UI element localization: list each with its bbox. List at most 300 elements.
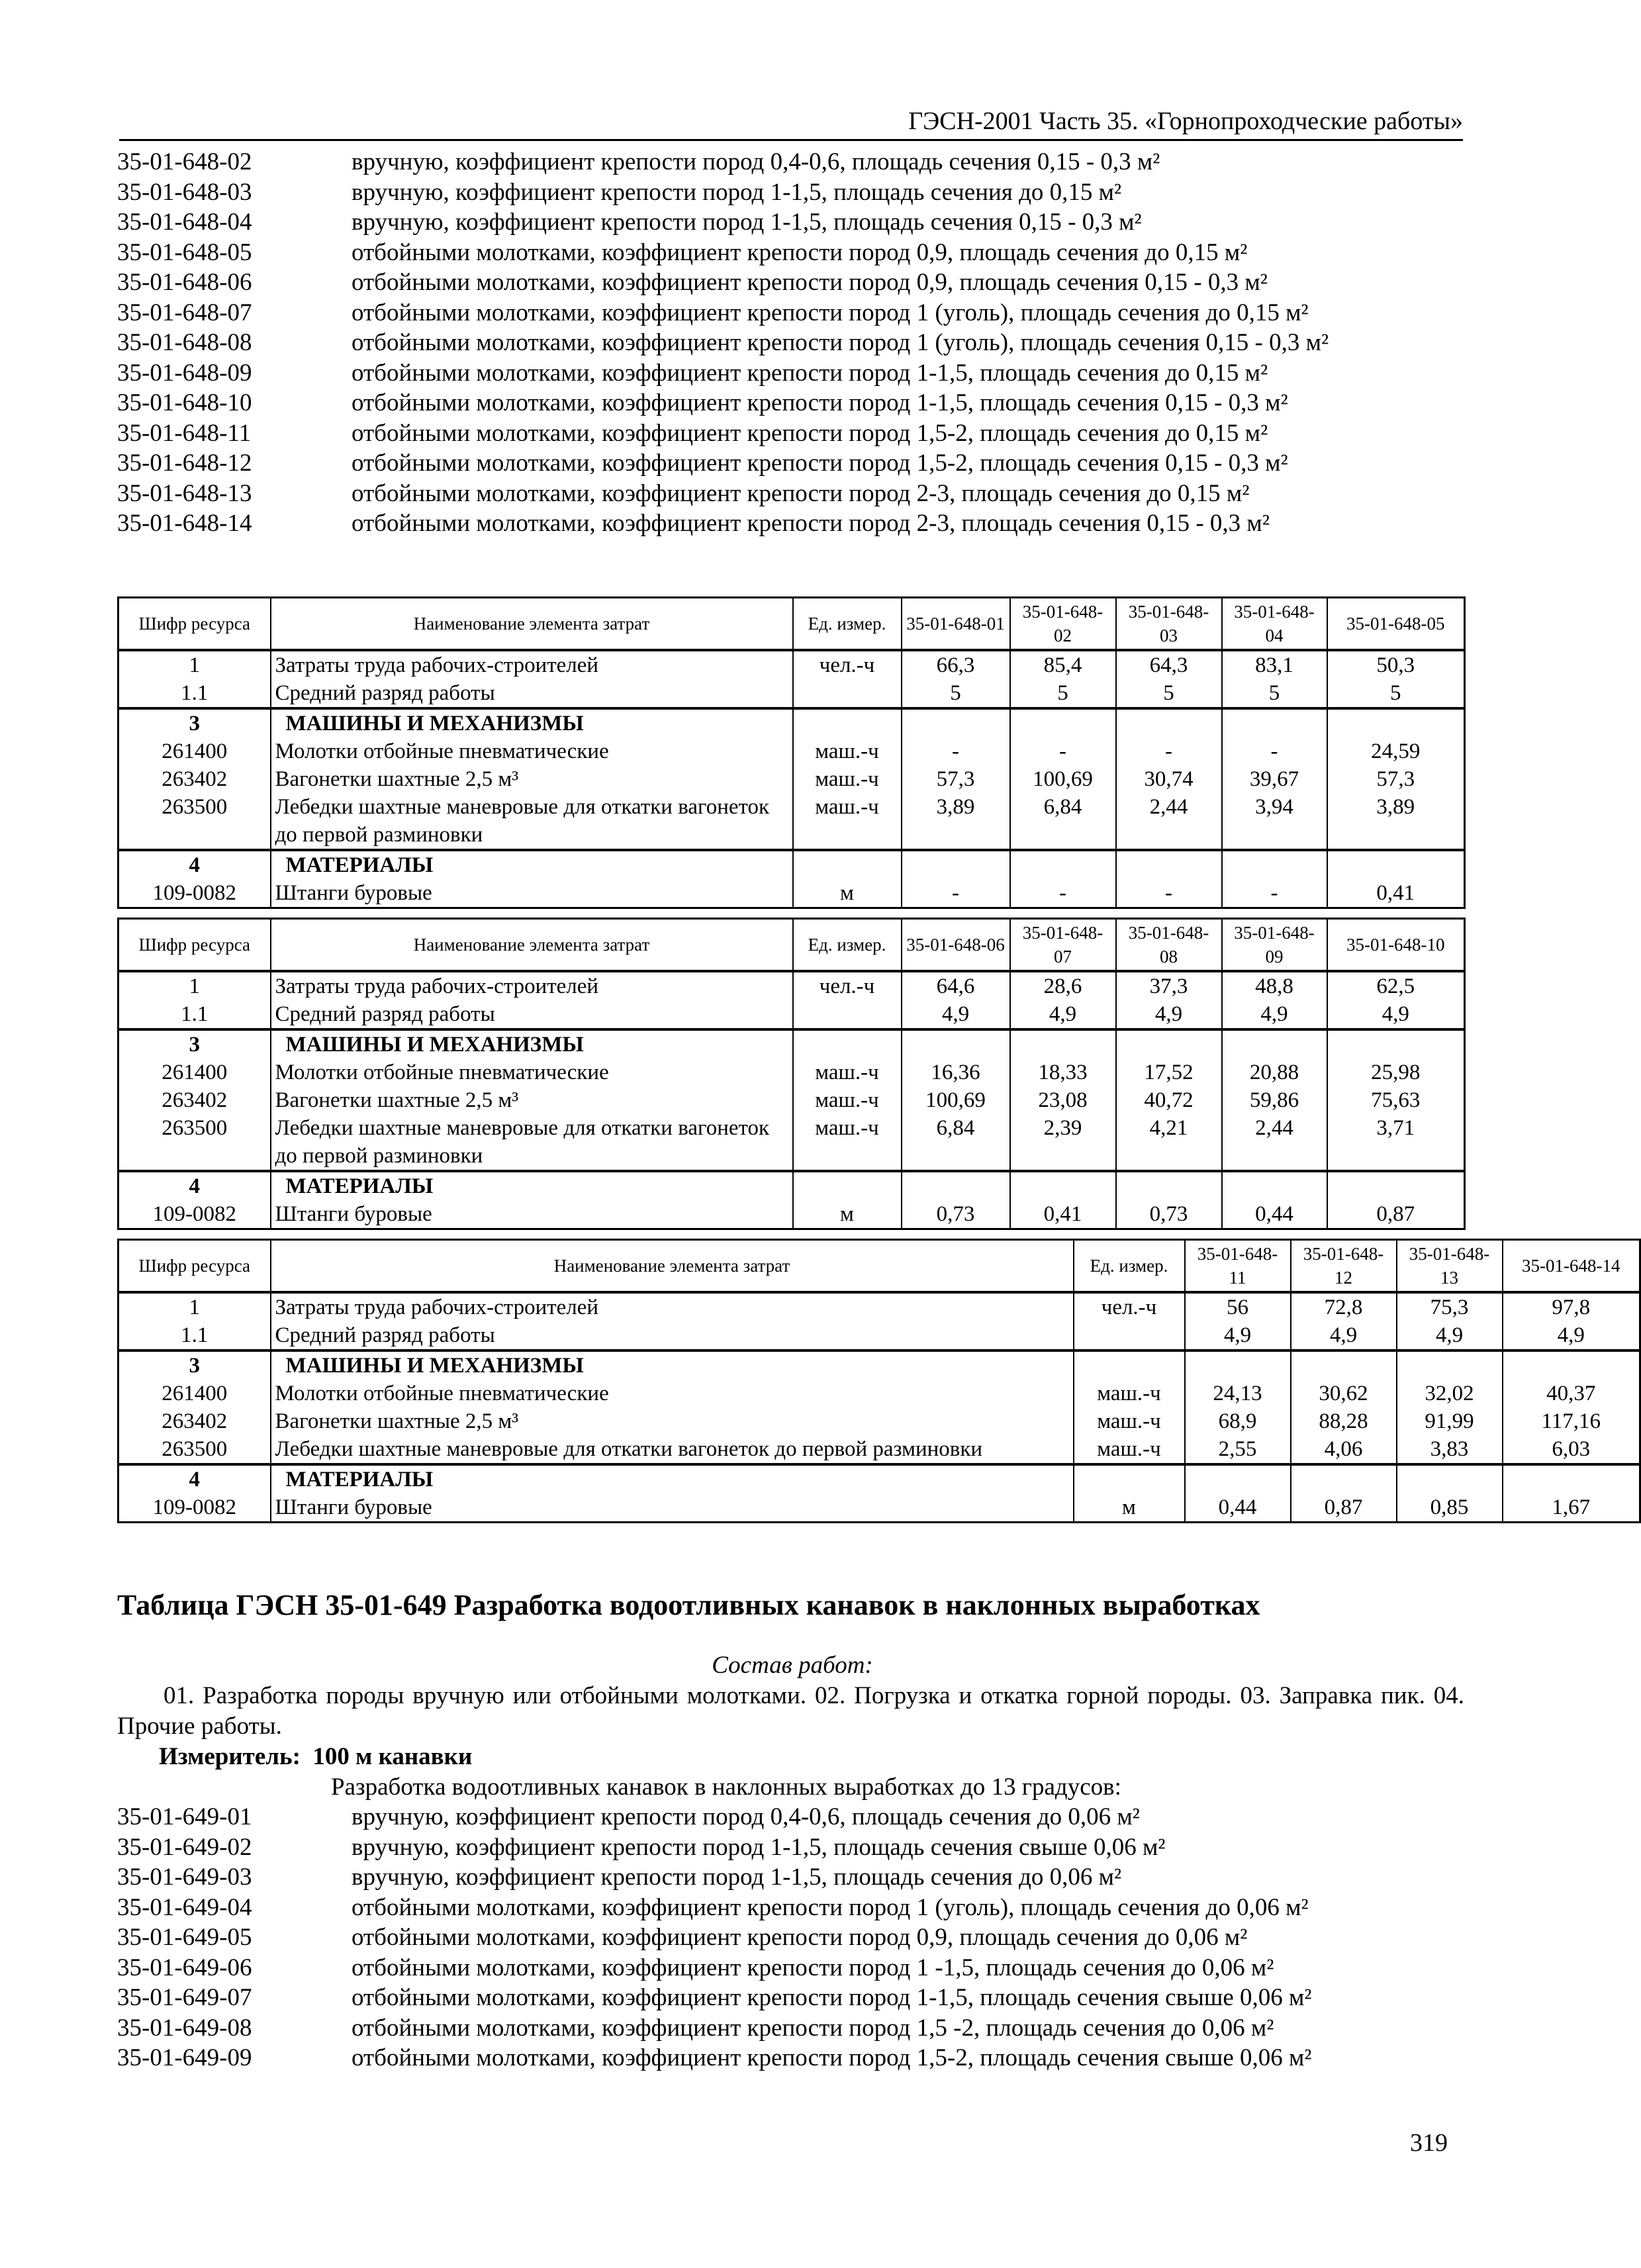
resource-code: 263500: [118, 1435, 271, 1464]
header-name: Наименование элемента затрат: [271, 919, 793, 972]
header-norm-code: 35-01-648-13: [1397, 1240, 1503, 1293]
item-description: вручную, коэффициент крепости пород 1-1,5, площадь сечения до 0,15 м²: [352, 178, 1122, 206]
norm-value: [902, 850, 1010, 879]
item-description: вручную, коэффициент крепости пород 1-1,5, площадь сечения свыше 0,06 м²: [352, 1833, 1166, 1861]
norm-value: 0,87: [1291, 1493, 1397, 1523]
resource-code: 1.1: [118, 1000, 271, 1029]
resource-code: 3: [118, 1029, 271, 1059]
header-name: Наименование элемента затрат: [271, 1240, 1074, 1293]
table-row: [118, 765, 1465, 793]
norm-value: 23,08: [1010, 1086, 1116, 1114]
resource-table-1: [117, 596, 1466, 909]
resource-name: Вагонетки шахтные 2,5 м³: [271, 1407, 1074, 1435]
norm-value: 100,69: [1010, 765, 1116, 793]
norm-value: 56: [1185, 1292, 1291, 1321]
resource-code: 4: [118, 850, 271, 879]
item-description: отбойными молотками, коэффициент крепости пород 1,5-2, площадь сечения до 0,15 м²: [352, 419, 1268, 447]
norm-value: -: [1222, 879, 1327, 908]
table-row: [118, 1114, 1465, 1171]
item-code: 35-01-648-03: [117, 178, 252, 206]
norm-value: 88,28: [1291, 1407, 1397, 1435]
list-item: [117, 1862, 1471, 1893]
item-description: вручную, коэффициент крепости пород 1-1,5, площадь сечения до 0,06 м²: [352, 1864, 1122, 1891]
resource-name: Вагонетки шахтные 2,5 м³: [271, 765, 793, 793]
norm-value: 0,41: [1327, 879, 1465, 908]
resource-unit: маш.-ч: [1074, 1435, 1185, 1464]
list-item: [117, 508, 1471, 539]
item-description: отбойными молотками, коэффициент крепости пород 1 -1,5, площадь сечения до 0,06 м²: [352, 1954, 1274, 1981]
norm-value: 2,55: [1185, 1435, 1291, 1464]
item-code: 35-01-649-08: [117, 2014, 252, 2042]
item-code: 35-01-649-02: [117, 1833, 252, 1861]
item-code: 35-01-649-01: [117, 1803, 252, 1830]
norm-value: [1116, 1171, 1222, 1200]
resource-unit: [793, 1000, 902, 1029]
resource-unit: маш.-ч: [793, 1059, 902, 1086]
list-item: [117, 1983, 1471, 2013]
norm-value: 4,9: [1503, 1321, 1640, 1350]
norm-value: [1327, 1171, 1465, 1200]
item-description: отбойными молотками, коэффициент крепости пород 1 (уголь), площадь сечения до 0,06 м²: [352, 1893, 1309, 1921]
header-norm-code: 35-01-648-09: [1222, 919, 1327, 972]
resource-name: Молотки отбойные пневматические: [271, 1059, 793, 1086]
norm-value: 4,9: [1222, 1000, 1327, 1029]
item-code: 35-01-649-03: [117, 1864, 252, 1891]
norm-value: 17,52: [1116, 1059, 1222, 1086]
list-item: [117, 2043, 1471, 2073]
list-item: [117, 418, 1471, 449]
table-row: [118, 850, 1465, 879]
resource-unit: маш.-ч: [793, 1086, 902, 1114]
resource-name: Средний разряд работы: [271, 1000, 793, 1029]
list-item: [117, 1953, 1471, 1983]
resource-code: 4: [118, 1464, 271, 1493]
resource-unit: м: [793, 1200, 902, 1229]
list-item: [117, 2013, 1471, 2044]
norm-value: [1185, 1464, 1291, 1493]
norm-value: 0,87: [1327, 1200, 1465, 1229]
table-row: [118, 708, 1465, 737]
header-unit: Ед. измер.: [793, 919, 902, 972]
norm-value: 28,6: [1010, 971, 1116, 1000]
norm-value: 4,9: [1116, 1000, 1222, 1029]
resource-code: 263402: [118, 765, 271, 793]
resource-unit: [1074, 1350, 1185, 1380]
norm-value: 24,59: [1327, 737, 1465, 765]
norm-value: 100,69: [902, 1086, 1010, 1114]
table-row: [118, 1171, 1465, 1200]
list-item: [117, 207, 1471, 238]
resource-name: МАШИНЫ И МЕХАНИЗМЫ: [271, 708, 793, 737]
norm-value: 0,73: [902, 1200, 1010, 1229]
norm-value: [902, 1171, 1010, 1200]
norm-value: 75,3: [1397, 1292, 1503, 1321]
norm-value: [1185, 1350, 1291, 1380]
measure-label: Измеритель:: [159, 1743, 301, 1770]
norm-value: 32,02: [1397, 1380, 1503, 1407]
item-code: 35-01-648-05: [117, 238, 252, 266]
composition-text: 01. Разработка породы вручную или отбойными молотками. 02. Погрузка и откатка горной породы. 03. Заправка пик. 04. Прочие работы.: [117, 1682, 1464, 1740]
table-row: [118, 679, 1465, 708]
norm-value: 25,98: [1327, 1059, 1465, 1086]
table-header-row: [118, 919, 1465, 972]
list-item: [117, 1802, 1471, 1832]
resource-unit: чел.-ч: [1074, 1292, 1185, 1321]
resource-name: Затраты труда рабочих-строителей: [271, 1292, 1074, 1321]
header-norm-code: 35-01-648-14: [1503, 1240, 1640, 1293]
norm-value: 64,3: [1116, 650, 1222, 679]
section-title: Таблица ГЭСН 35-01-649 Разработка водоотливных канавок в наклонных выработках: [117, 1589, 1260, 1621]
resource-code: 3: [118, 1350, 271, 1380]
norm-value: [1010, 1029, 1116, 1059]
resource-name: МАШИНЫ И МЕХАНИЗМЫ: [271, 1029, 793, 1059]
subtitle-649: Разработка водоотливных канавок в наклонных выработках до 13 градусов:: [331, 1773, 1121, 1801]
list-item: [117, 238, 1471, 268]
header-code: Шифр ресурса: [118, 919, 271, 972]
item-code: 35-01-648-06: [117, 269, 252, 296]
norm-value: -: [1010, 737, 1116, 765]
item-code: 35-01-648-14: [117, 510, 252, 537]
item-code: 35-01-648-12: [117, 449, 252, 477]
norm-value: 4,9: [1010, 1000, 1116, 1029]
item-code: 35-01-648-11: [117, 419, 252, 447]
norm-value: 85,4: [1010, 650, 1116, 679]
list-item: [117, 298, 1471, 328]
norm-value: 1,67: [1503, 1493, 1640, 1523]
resource-unit: [1074, 1321, 1185, 1350]
norm-value: [1222, 708, 1327, 737]
table-row: [118, 1464, 1640, 1493]
item-description: вручную, коэффициент крепости пород 0,4-0,6, площадь сечения до 0,06 м²: [352, 1803, 1140, 1830]
resource-name: Штанги буровые: [271, 879, 793, 908]
norm-value: [1291, 1350, 1397, 1380]
item-description: отбойными молотками, коэффициент крепости пород 0,9, площадь сечения до 0,15 м²: [352, 238, 1248, 266]
norm-value: 3,94: [1222, 793, 1327, 850]
norm-value: 30,74: [1116, 765, 1222, 793]
norm-value: 117,16: [1503, 1407, 1640, 1435]
resource-unit: маш.-ч: [793, 793, 902, 850]
composition-title: Состав работ:: [712, 1652, 873, 1679]
resource-code: 1: [118, 971, 271, 1000]
item-description: отбойными молотками, коэффициент крепости пород 2-3, площадь сечения до 0,15 м²: [352, 479, 1250, 507]
resource-code: 263402: [118, 1086, 271, 1114]
resource-name: Молотки отбойные пневматические: [271, 737, 793, 765]
norm-value: -: [1116, 879, 1222, 908]
resource-unit: м: [1074, 1493, 1185, 1523]
table-row: [118, 1029, 1465, 1059]
header-norm-code: 35-01-648-12: [1291, 1240, 1397, 1293]
norm-value: 5: [1222, 679, 1327, 708]
item-description: отбойными молотками, коэффициент крепости пород 0,9, площадь сечения 0,15 - 0,3 м²: [352, 269, 1268, 296]
norm-value: 83,1: [1222, 650, 1327, 679]
list-item: [117, 479, 1471, 509]
norm-value: 6,84: [902, 1114, 1010, 1171]
norm-value: -: [1116, 737, 1222, 765]
norm-value: 97,8: [1503, 1292, 1640, 1321]
list-item: [117, 388, 1471, 418]
table-row: [118, 1350, 1640, 1380]
norm-value: 0,44: [1185, 1493, 1291, 1523]
norm-value: 40,37: [1503, 1380, 1640, 1407]
list-item: [117, 147, 1471, 177]
list-item: [117, 1922, 1471, 1953]
item-code: 35-01-648-10: [117, 389, 252, 416]
table-row: [118, 1000, 1465, 1029]
norm-value: 68,9: [1185, 1407, 1291, 1435]
norm-value: 57,3: [902, 765, 1010, 793]
resource-unit: маш.-ч: [793, 737, 902, 765]
norm-value: 3,89: [902, 793, 1010, 850]
norm-value: 18,33: [1010, 1059, 1116, 1086]
header-code: Шифр ресурса: [118, 598, 271, 651]
resource-code: 1.1: [118, 679, 271, 708]
resource-code: 261400: [118, 1059, 271, 1086]
norm-value: [1222, 850, 1327, 879]
norm-value: 0,41: [1010, 1200, 1116, 1229]
resource-unit: маш.-ч: [1074, 1407, 1185, 1435]
resource-name: МАТЕРИАЛЫ: [271, 1171, 793, 1200]
table-header-row: [118, 1240, 1640, 1293]
resource-code: 3: [118, 708, 271, 737]
header-norm-code: 35-01-648-05: [1327, 598, 1465, 651]
norm-value: [1397, 1350, 1503, 1380]
item-description: вручную, коэффициент крепости пород 1-1,5, площадь сечения 0,15 - 0,3 м²: [352, 209, 1142, 236]
table-row: [118, 793, 1465, 850]
resource-code: 1.1: [118, 1321, 271, 1350]
norm-value: [1327, 1029, 1465, 1059]
norm-value: 64,6: [902, 971, 1010, 1000]
resource-unit: м: [793, 879, 902, 908]
header-code: Шифр ресурса: [118, 1240, 271, 1293]
resource-code: 4: [118, 1171, 271, 1200]
norm-value: 5: [1327, 679, 1465, 708]
header-norm-code: 35-01-648-10: [1327, 919, 1465, 972]
table-row: [118, 1200, 1465, 1229]
norm-value: 4,21: [1116, 1114, 1222, 1171]
resource-code: 1: [118, 650, 271, 679]
norm-value: [1291, 1464, 1397, 1493]
resource-name: МАТЕРИАЛЫ: [271, 850, 793, 879]
item-description: отбойными молотками, коэффициент крепости пород 1,5-2, площадь сечения свыше 0,06 м²: [352, 2044, 1312, 2071]
table-row: [118, 737, 1465, 765]
resource-table-2: [117, 918, 1466, 1230]
norm-value: 2,44: [1116, 793, 1222, 850]
resource-code: 263500: [118, 793, 271, 850]
norm-value: 5: [902, 679, 1010, 708]
norm-value: -: [1222, 737, 1327, 765]
header-name: Наименование элемента затрат: [271, 598, 793, 651]
page-number: 319: [1410, 2129, 1448, 2157]
header-norm-code: 35-01-648-02: [1010, 598, 1116, 651]
table-row: [118, 879, 1465, 908]
norm-value: 91,99: [1397, 1407, 1503, 1435]
norm-value: 16,36: [902, 1059, 1010, 1086]
resource-unit: [793, 708, 902, 737]
resource-name: Молотки отбойные пневматические: [271, 1380, 1074, 1407]
list-item: [117, 448, 1471, 479]
norm-value: [1010, 1171, 1116, 1200]
norm-value: 50,3: [1327, 650, 1465, 679]
table-row: [118, 1292, 1640, 1321]
norm-value: 75,63: [1327, 1086, 1465, 1114]
item-code: 35-01-648-13: [117, 479, 252, 507]
list-item: [117, 1893, 1471, 1923]
header-norm-code: 35-01-648-07: [1010, 919, 1116, 972]
resource-code: 109-0082: [118, 879, 271, 908]
resource-unit: [793, 1029, 902, 1059]
table-row: [118, 1435, 1640, 1464]
norm-value: [1010, 708, 1116, 737]
resource-code: 261400: [118, 737, 271, 765]
item-description: отбойными молотками, коэффициент крепости пород 1-1,5, площадь сечения свыше 0,06 м²: [352, 1984, 1312, 2011]
table-row: [118, 1407, 1640, 1435]
resource-name: МАТЕРИАЛЫ: [271, 1464, 1074, 1493]
norm-value: 24,13: [1185, 1380, 1291, 1407]
measure-value: 100 м канавки: [312, 1743, 473, 1770]
norm-value: 30,62: [1291, 1380, 1397, 1407]
list-648: [117, 147, 1471, 539]
resource-unit: чел.-ч: [793, 971, 902, 1000]
table-row: [118, 1321, 1640, 1350]
list-item: [117, 267, 1471, 298]
norm-value: 4,9: [1291, 1321, 1397, 1350]
resource-code: 263500: [118, 1114, 271, 1171]
table-row: [118, 1059, 1465, 1086]
norm-value: 3,83: [1397, 1435, 1503, 1464]
item-code: 35-01-649-07: [117, 1984, 252, 2011]
norm-value: [1010, 850, 1116, 879]
resource-name: Затраты труда рабочих-строителей: [271, 971, 793, 1000]
header-norm-code: 35-01-648-01: [902, 598, 1010, 651]
resource-name: Лебедки шахтные маневровые для откатки вагонеток до первой разминовки: [271, 1435, 1074, 1464]
resource-table-3: [117, 1239, 1641, 1523]
norm-value: 6,84: [1010, 793, 1116, 850]
resource-name: Штанги буровые: [271, 1493, 1074, 1523]
header-unit: Ед. измер.: [1074, 1240, 1185, 1293]
resource-code: 109-0082: [118, 1493, 271, 1523]
norm-value: [1397, 1464, 1503, 1493]
norm-value: [1327, 708, 1465, 737]
item-description: отбойными молотками, коэффициент крепости пород 1-1,5, площадь сечения 0,15 - 0,3 м²: [352, 389, 1288, 416]
norm-value: 2,44: [1222, 1114, 1327, 1171]
resource-unit: [1074, 1464, 1185, 1493]
resource-name: Вагонетки шахтные 2,5 м³: [271, 1086, 793, 1114]
norm-value: 4,9: [1327, 1000, 1465, 1029]
norm-value: [1116, 1029, 1222, 1059]
item-code: 35-01-648-09: [117, 359, 252, 387]
norm-value: 0,85: [1397, 1493, 1503, 1523]
header-norm-code: 35-01-648-11: [1185, 1240, 1291, 1293]
running-header: ГЭСН-2001 Часть 35. «Горнопроходческие работы»: [119, 106, 1463, 141]
norm-value: [902, 708, 1010, 737]
table-row: [118, 1086, 1465, 1114]
item-description: отбойными молотками, коэффициент крепости пород 1,5-2, площадь сечения 0,15 - 0,3 м²: [352, 449, 1288, 477]
resource-name: Штанги буровые: [271, 1200, 793, 1229]
list-item: [117, 328, 1471, 358]
resource-unit: [793, 1171, 902, 1200]
item-code: 35-01-649-05: [117, 1924, 252, 1951]
norm-value: [902, 1029, 1010, 1059]
norm-value: 20,88: [1222, 1059, 1327, 1086]
norm-value: [1327, 850, 1465, 879]
header-unit: Ед. измер.: [793, 598, 902, 651]
norm-value: [1222, 1029, 1327, 1059]
norm-value: 4,9: [902, 1000, 1010, 1029]
resource-name: Средний разряд работы: [271, 1321, 1074, 1350]
norm-value: [1116, 708, 1222, 737]
item-description: отбойными молотками, коэффициент крепости пород 1 (уголь), площадь сечения до 0,15 м²: [352, 299, 1309, 326]
measure: [159, 1742, 472, 1772]
norm-value: 4,9: [1397, 1321, 1503, 1350]
norm-value: -: [902, 879, 1010, 908]
resource-unit: маш.-ч: [793, 1114, 902, 1171]
norm-value: 0,73: [1116, 1200, 1222, 1229]
list-649: [117, 1802, 1471, 2073]
header-norm-code: 35-01-648-08: [1116, 919, 1222, 972]
norm-value: 0,44: [1222, 1200, 1327, 1229]
table-row: [118, 650, 1465, 679]
table-row: [118, 1493, 1640, 1523]
norm-value: 72,8: [1291, 1292, 1397, 1321]
resource-name: Средний разряд работы: [271, 679, 793, 708]
header-norm-code: 35-01-648-06: [902, 919, 1010, 972]
norm-value: [1503, 1350, 1640, 1380]
item-description: отбойными молотками, коэффициент крепости пород 1,5 -2, площадь сечения до 0,06 м²: [352, 2014, 1274, 2042]
norm-value: 5: [1010, 679, 1116, 708]
norm-value: [1116, 850, 1222, 879]
item-description: отбойными молотками, коэффициент крепости пород 1 (уголь), площадь сечения 0,15 - 0,3 м²: [352, 329, 1329, 356]
norm-value: 37,3: [1116, 971, 1222, 1000]
norm-value: 5: [1116, 679, 1222, 708]
table-row: [118, 1380, 1640, 1407]
resource-name: Лебедки шахтные маневровые для откатки вагонеток до первой разминовки: [271, 1114, 793, 1171]
resource-name: Лебедки шахтные маневровые для откатки вагонеток до первой разминовки: [271, 793, 793, 850]
norm-value: [1222, 1171, 1327, 1200]
resource-code: 261400: [118, 1380, 271, 1407]
item-code: 35-01-648-04: [117, 209, 252, 236]
table-header-row: [118, 598, 1465, 651]
item-code: 35-01-648-07: [117, 299, 252, 326]
norm-value: 6,03: [1503, 1435, 1640, 1464]
table-row: [118, 971, 1465, 1000]
norm-value: 57,3: [1327, 765, 1465, 793]
list-item: [117, 1832, 1471, 1863]
header-norm-code: 35-01-648-03: [1116, 598, 1222, 651]
item-code: 35-01-649-06: [117, 1954, 252, 1981]
list-item: [117, 177, 1471, 208]
resource-unit: [793, 850, 902, 879]
resource-code: 109-0082: [118, 1200, 271, 1229]
norm-value: 48,8: [1222, 971, 1327, 1000]
header-norm-code: 35-01-648-04: [1222, 598, 1327, 651]
resource-unit: [793, 679, 902, 708]
norm-value: 4,06: [1291, 1435, 1397, 1464]
resource-unit: маш.-ч: [1074, 1380, 1185, 1407]
resource-name: Затраты труда рабочих-строителей: [271, 650, 793, 679]
item-code: 35-01-648-08: [117, 329, 252, 356]
resource-unit: чел.-ч: [793, 650, 902, 679]
resource-name: МАШИНЫ И МЕХАНИЗМЫ: [271, 1350, 1074, 1380]
norm-value: -: [1010, 879, 1116, 908]
item-description: отбойными молотками, коэффициент крепости пород 2-3, площадь сечения 0,15 - 0,3 м²: [352, 510, 1270, 537]
norm-value: 40,72: [1116, 1086, 1222, 1114]
norm-value: 39,67: [1222, 765, 1327, 793]
norm-value: 59,86: [1222, 1086, 1327, 1114]
item-code: 35-01-649-09: [117, 2044, 252, 2071]
norm-value: 4,9: [1185, 1321, 1291, 1350]
norm-value: 62,5: [1327, 971, 1465, 1000]
item-description: вручную, коэффициент крепости пород 0,4-0,6, площадь сечения 0,15 - 0,3 м²: [352, 148, 1160, 175]
